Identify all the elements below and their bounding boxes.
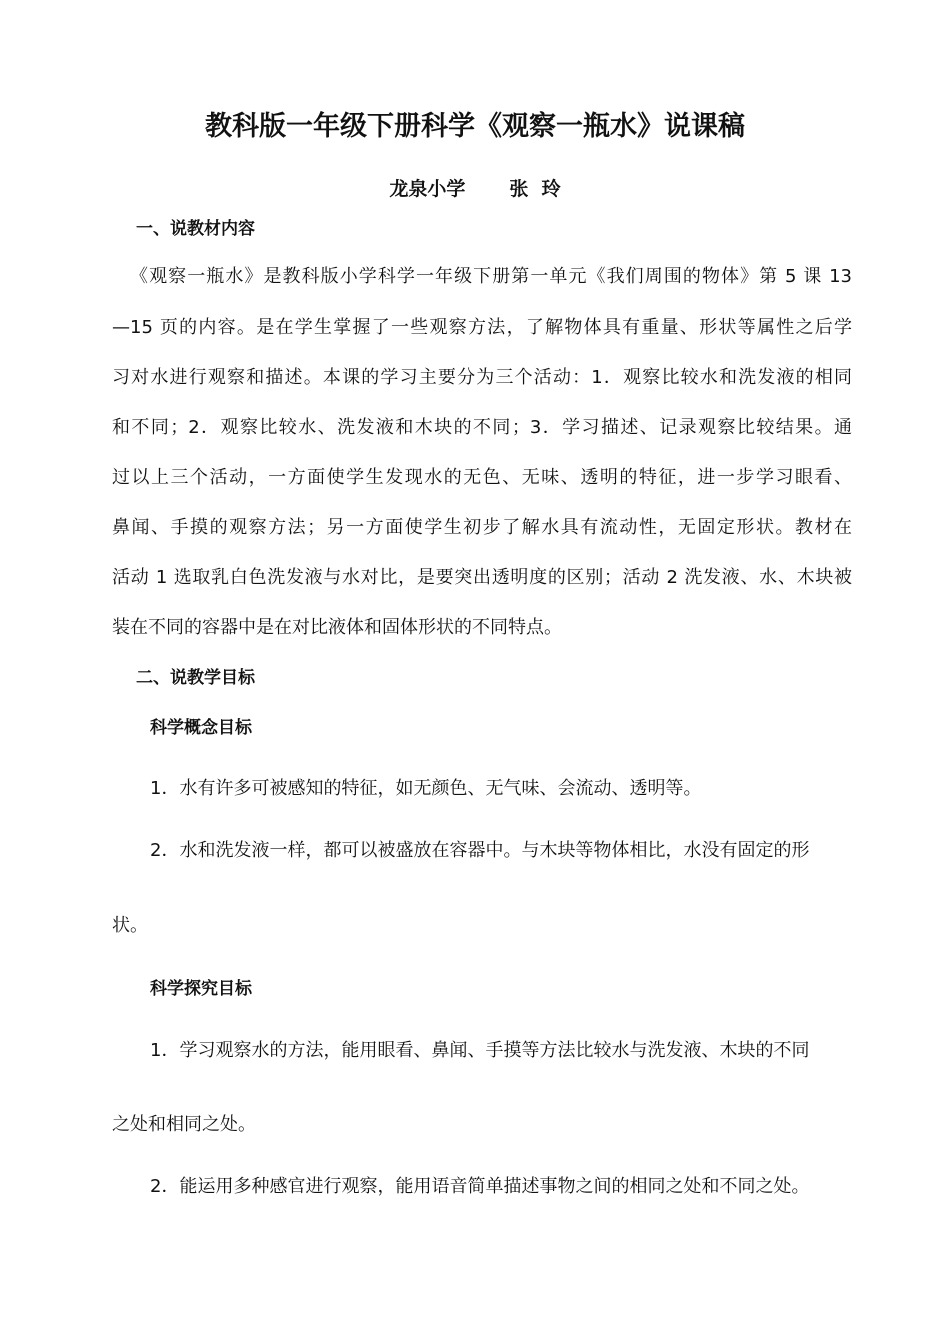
section1-heading: 一、说教材内容 [136, 219, 255, 239]
author-school: 龙泉小学 [389, 178, 466, 200]
inquiry-heading: 科学探究目标 [150, 979, 252, 999]
inquiry-item-1: 1．学习观察水的方法，能用眼看、鼻闻、手摸等方法比较水与洗发液、木块的不同 [150, 1040, 810, 1061]
paragraph-line: —15 页的内容。是在学生掌握了一些观察方法，了解物体具有重量、形状等属性之后学 [112, 317, 852, 338]
inquiry-item-2: 2．能运用多种感官进行观察，能用语音简单描述事物之间的相同之处和不同之处。 [150, 1176, 810, 1197]
document-title: 教科版一年级下册科学《观察一瓶水》说课稿 [205, 111, 745, 142]
paragraph-line: 《观察一瓶水》是教科版小学科学一年级下册第一单元《我们周围的物体》第 5 课 13 [130, 266, 852, 287]
concept-heading: 科学概念目标 [150, 718, 252, 738]
author-name: 张 玲 [509, 178, 561, 200]
paragraph-line: 过以上三个活动，一方面使学生发现水的无色、无味、透明的特征，进一步学习眼看、 [112, 467, 852, 488]
author-line [0, 174, 950, 201]
paragraph-line: 和不同；2．观察比较水、洗发液和木块的不同；3．学习描述、记录观察比较结果。通 [112, 417, 852, 438]
concept-item-2: 2．水和洗发液一样，都可以被盛放在容器中。与木块等物体相比，水没有固定的形 [150, 840, 810, 861]
concept-item-1: 1．水有许多可被感知的特征，如无颜色、无气味、会流动、透明等。 [150, 778, 702, 799]
paragraph-line: 习对水进行观察和描述。本课的学习主要分为三个活动：1．观察比较水和洗发液的相同 [112, 367, 852, 388]
concept-item-2-cont: 状。 [112, 915, 148, 936]
paragraph-line: 鼻闻、手摸的观察方法；另一方面使学生初步了解水具有流动性，无固定形状。教材在 [112, 517, 852, 538]
section2-heading: 二、说教学目标 [136, 668, 255, 688]
paragraph-line: 装在不同的容器中是在对比液体和固体形状的不同特点。 [112, 617, 562, 638]
paragraph-line: 活动 1 选取乳白色洗发液与水对比，是要突出透明度的区别；活动 2 洗发液、水、木块被 [112, 567, 852, 588]
inquiry-item-1-cont: 之处和相同之处。 [112, 1114, 256, 1135]
